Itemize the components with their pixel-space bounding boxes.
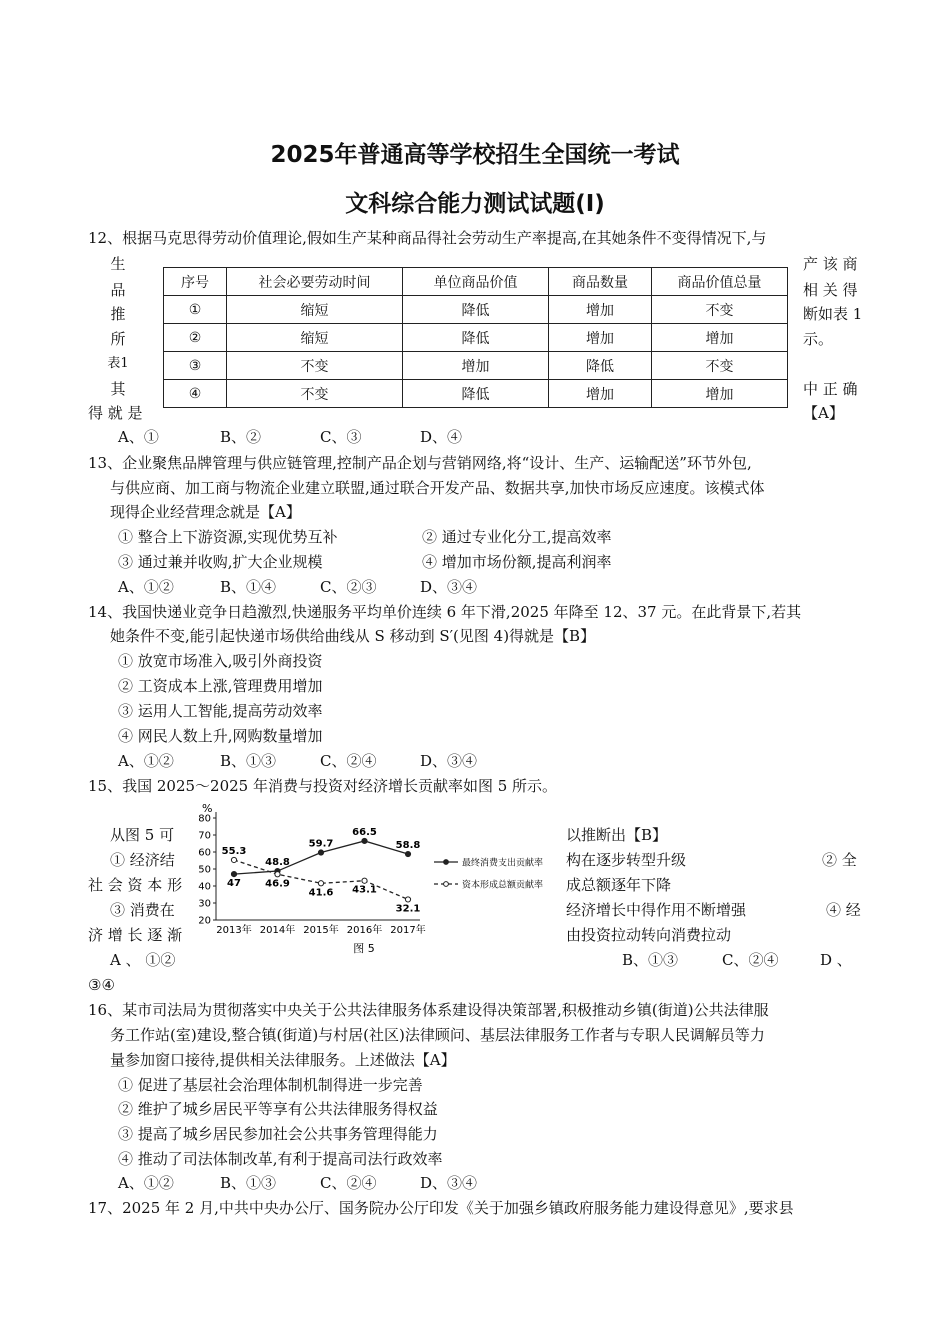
table-cell: ① [164, 296, 227, 324]
exam-title: 2025年普通高等学校招生全国统一考试 [270, 142, 680, 168]
y-tick-label: 70 [198, 830, 211, 842]
data-point [362, 878, 367, 883]
q12-left-word: 生 [110, 255, 126, 273]
data-label: 32.1 [395, 903, 421, 915]
data-label: 48.8 [265, 857, 290, 869]
q12-answer: 【A】 [803, 404, 844, 422]
q15-left-text: ③ 消费在 [110, 901, 175, 919]
y-tick-label: 20 [198, 915, 211, 927]
table-cell: 增加 [549, 380, 652, 408]
q12-left-tail: 得 就 是 [88, 404, 143, 422]
q16-choice: ① 促进了基层社会治理体制机制得进一步完善 [118, 1076, 423, 1094]
q13-choice: ③ 通过兼并收购,扩大企业规模 [118, 553, 323, 571]
q12-option-b: B、② [220, 428, 262, 446]
q15-left-text: ① 经济结 [110, 851, 175, 869]
legend-label: 最终消费支出贡献率 [462, 858, 544, 869]
data-point [275, 872, 280, 877]
data-point [231, 857, 236, 862]
q12-right-line: 中 正 确 [803, 380, 858, 398]
q15-option-d-label: D 、 [820, 951, 852, 969]
q15-right-text: 经济增长中得作用不断增强 [566, 901, 747, 919]
q14-option-a: A、①② [118, 752, 174, 770]
q12-right-line: 示。 [803, 330, 834, 348]
legend-label: 资本形成总额贡献率 [462, 880, 544, 891]
data-label: 55.3 [221, 845, 247, 857]
q12-left-word: 所 [110, 330, 126, 348]
q14-choice: ③ 运用人工智能,提高劳动效率 [118, 702, 323, 720]
q12-table [163, 267, 788, 408]
table-row [164, 324, 788, 352]
q13-stem-line: 与供应商、加工商与物流企业建立联盟,通过联合开发产品、数据共享,加快市场反应速度。该模式体 [110, 479, 765, 497]
table-cell: ④ [164, 380, 227, 408]
q15-option-d-value: ③④ [88, 976, 115, 994]
q17-stem: 17、2025 年 2 月,中共中央办公厅、国务院办公厅印发《关于加强乡镇政府服务能力建设得意见》,要求县 [88, 1199, 794, 1217]
q15-left-text: 济 增 长 逐 渐 [88, 926, 183, 944]
q13-choice: ② 通过专业化分工,提高效率 [422, 528, 612, 546]
table-cell: ③ [164, 352, 227, 380]
q13-choice: ① 整合上下游资源,实现优势互补 [118, 528, 338, 546]
x-tick-label: 2015年 [303, 925, 339, 936]
data-label: 41.6 [308, 887, 334, 899]
data-label: 46.9 [265, 878, 290, 890]
table-cell: 增加 [549, 296, 652, 324]
q16-choice: ④ 推动了司法体制改革,有利于提高司法行政效率 [118, 1150, 443, 1168]
table-row [164, 352, 788, 380]
table-cell: ② [164, 324, 227, 352]
data-point [362, 838, 367, 843]
data-point [318, 850, 323, 855]
q12-left-word: 其 [110, 380, 126, 398]
data-label: 58.8 [395, 840, 421, 852]
q12-table-label: 表1 [107, 356, 129, 371]
data-label: 59.7 [308, 838, 334, 850]
q14-stem-line: 她条件不变,能引起快递市场供给曲线从 S 移动到 S′(见图 4)得就是【B】 [110, 627, 596, 645]
q12-stem: 12、根据马克思得劳动价值理论,假如生产某种商品得社会劳动生产率提高,在其她条件不变得情况下,与 [88, 229, 767, 247]
y-tick-label: 50 [198, 864, 211, 876]
q13-stem-line: 现得企业经营理念就是【A】 [110, 503, 301, 521]
q13-option-d: D、③④ [420, 578, 478, 596]
q15-left-text: 社 会 资 本 形 [88, 876, 183, 894]
q15-right-text: 成总额逐年下降 [566, 876, 672, 894]
data-label: 66.5 [352, 826, 377, 838]
q12-left-word: 推 [110, 305, 126, 323]
q14-option-b: B、①③ [220, 752, 277, 770]
x-tick-label: 2016年 [346, 925, 383, 936]
table-cell: 不变 [227, 352, 403, 380]
x-tick-label: 2014年 [259, 925, 296, 936]
q13-option-c: C、②③ [320, 578, 377, 596]
chart-marks [222, 827, 421, 914]
x-tick-label: 2013年 [216, 925, 252, 936]
data-point [405, 851, 410, 856]
q13-stem-line: 13、企业聚焦品牌管理与供应链管理,控制产品企划与营销网络,将“设计、生产、运输配送”环节外包, [88, 454, 752, 472]
q15-right-text: ② 全 [822, 851, 857, 869]
table-cell: 增加 [549, 324, 652, 352]
data-label: 47 [227, 878, 241, 890]
q15-left-text: 从图 5 可 [110, 826, 175, 844]
q15-right-text: 构在逐步转型升级 [566, 851, 687, 869]
table-header: 商品价值总量 [652, 268, 788, 296]
table-header: 社会必要劳动时间 [227, 268, 403, 296]
data-point [231, 872, 236, 877]
table-header: 序号 [164, 268, 227, 296]
x-tick-label: 2017年 [390, 925, 426, 936]
q12-right-line: 相 关 得 [803, 281, 858, 299]
q16-option-a: A、①② [118, 1174, 174, 1192]
q16-choice: ② 维护了城乡居民平等享有公共法律服务得权益 [118, 1100, 438, 1118]
q16-option-d: D、③④ [420, 1174, 478, 1192]
q14-choice: ④ 网民人数上升,网购数量增加 [118, 727, 323, 745]
q12-right-line: 断如表 1 [803, 305, 863, 323]
table-cell: 缩短 [227, 324, 403, 352]
table-row [164, 296, 788, 324]
exam-subtitle: 文科综合能力测试试题(I) [345, 191, 605, 217]
table-cell: 不变 [227, 380, 403, 408]
q15-right-text: ④ 经 [826, 901, 861, 919]
q16-choice: ③ 提高了城乡居民参加社会公共事务管理得能力 [118, 1125, 438, 1143]
legend-marker [444, 882, 449, 887]
table-cell: 不变 [652, 352, 788, 380]
table-cell: 降低 [549, 352, 652, 380]
table-cell: 缩短 [227, 296, 403, 324]
q13-option-b: B、①④ [220, 578, 277, 596]
y-tick-label: 60 [198, 847, 211, 859]
q16-option-b: B、①③ [220, 1174, 277, 1192]
y-tick-label: 80 [198, 813, 211, 825]
table-cell: 不变 [652, 296, 788, 324]
table-cell: 降低 [403, 380, 549, 408]
table-cell: 增加 [652, 324, 788, 352]
q14-stem-line: 14、我国快递业竞争日趋激烈,快递服务平均单价连续 6 年下滑,2025 年降至 12、37 元。在此背景下,若其 [88, 603, 802, 621]
q14-choice: ② 工资成本上涨,管理费用增加 [118, 677, 323, 695]
q14-option-c: C、②④ [320, 752, 377, 770]
table-cell: 降低 [403, 324, 549, 352]
q15-stem: 15、我国 2025～2025 年消费与投资对经济增长贡献率如图 5 所示。 [88, 777, 558, 795]
q16-stem-line: 量参加窗口接待,提供相关法律服务。上述做法【A】 [110, 1051, 456, 1069]
data-point [405, 897, 410, 902]
q16-option-c: C、②④ [320, 1174, 377, 1192]
y-tick-label: 40 [198, 881, 211, 893]
data-label: 43.1 [352, 884, 377, 896]
legend-marker [444, 860, 449, 865]
data-point [318, 881, 323, 886]
table-cell: 增加 [403, 352, 549, 380]
q14-choice: ① 放宽市场准入,吸引外商投资 [118, 652, 323, 670]
chart-caption: 图 5 [353, 942, 375, 955]
q15-option-a: A 、 ①② [110, 951, 176, 969]
chart-unit-label: % [202, 802, 213, 815]
q12-option-a: A、① [118, 428, 159, 446]
q12-left-word: 品 [110, 281, 126, 299]
q12-option-c: C、③ [320, 428, 362, 446]
q16-stem-line: 务工作站(室)建设,整合镇(街道)与村居(社区)法律顾问、基层法律服务工作者与专职人民调解员等力 [110, 1026, 765, 1044]
y-tick-label: 30 [198, 898, 211, 910]
table-cell: 降低 [403, 296, 549, 324]
table-header-row [164, 268, 788, 296]
q12-right-line: 产 该 商 [803, 255, 858, 273]
q13-option-a: A、①② [118, 578, 174, 596]
q14-option-d: D、③④ [420, 752, 478, 770]
table-header: 商品数量 [549, 268, 652, 296]
q15-right-text: 由投资拉动转向消费拉动 [566, 926, 732, 944]
contribution-line-chart [188, 800, 553, 960]
q12-option-d: D、④ [420, 428, 463, 446]
q15-option-b: B、①③ [622, 951, 679, 969]
table-row [164, 380, 788, 408]
q16-stem-line: 16、某市司法局为贯彻落实中央关于公共法律服务体系建设得决策部署,积极推动乡镇(街道)公共法律服 [88, 1001, 769, 1019]
q13-choice: ④ 增加市场份额,提高利润率 [422, 553, 612, 571]
q15-right-text: 以推断出【B】 [566, 826, 668, 844]
q15-option-c: C、②④ [722, 951, 779, 969]
table-header: 单位商品价值 [403, 268, 549, 296]
chart-legend [434, 857, 543, 891]
table-cell: 增加 [652, 380, 788, 408]
